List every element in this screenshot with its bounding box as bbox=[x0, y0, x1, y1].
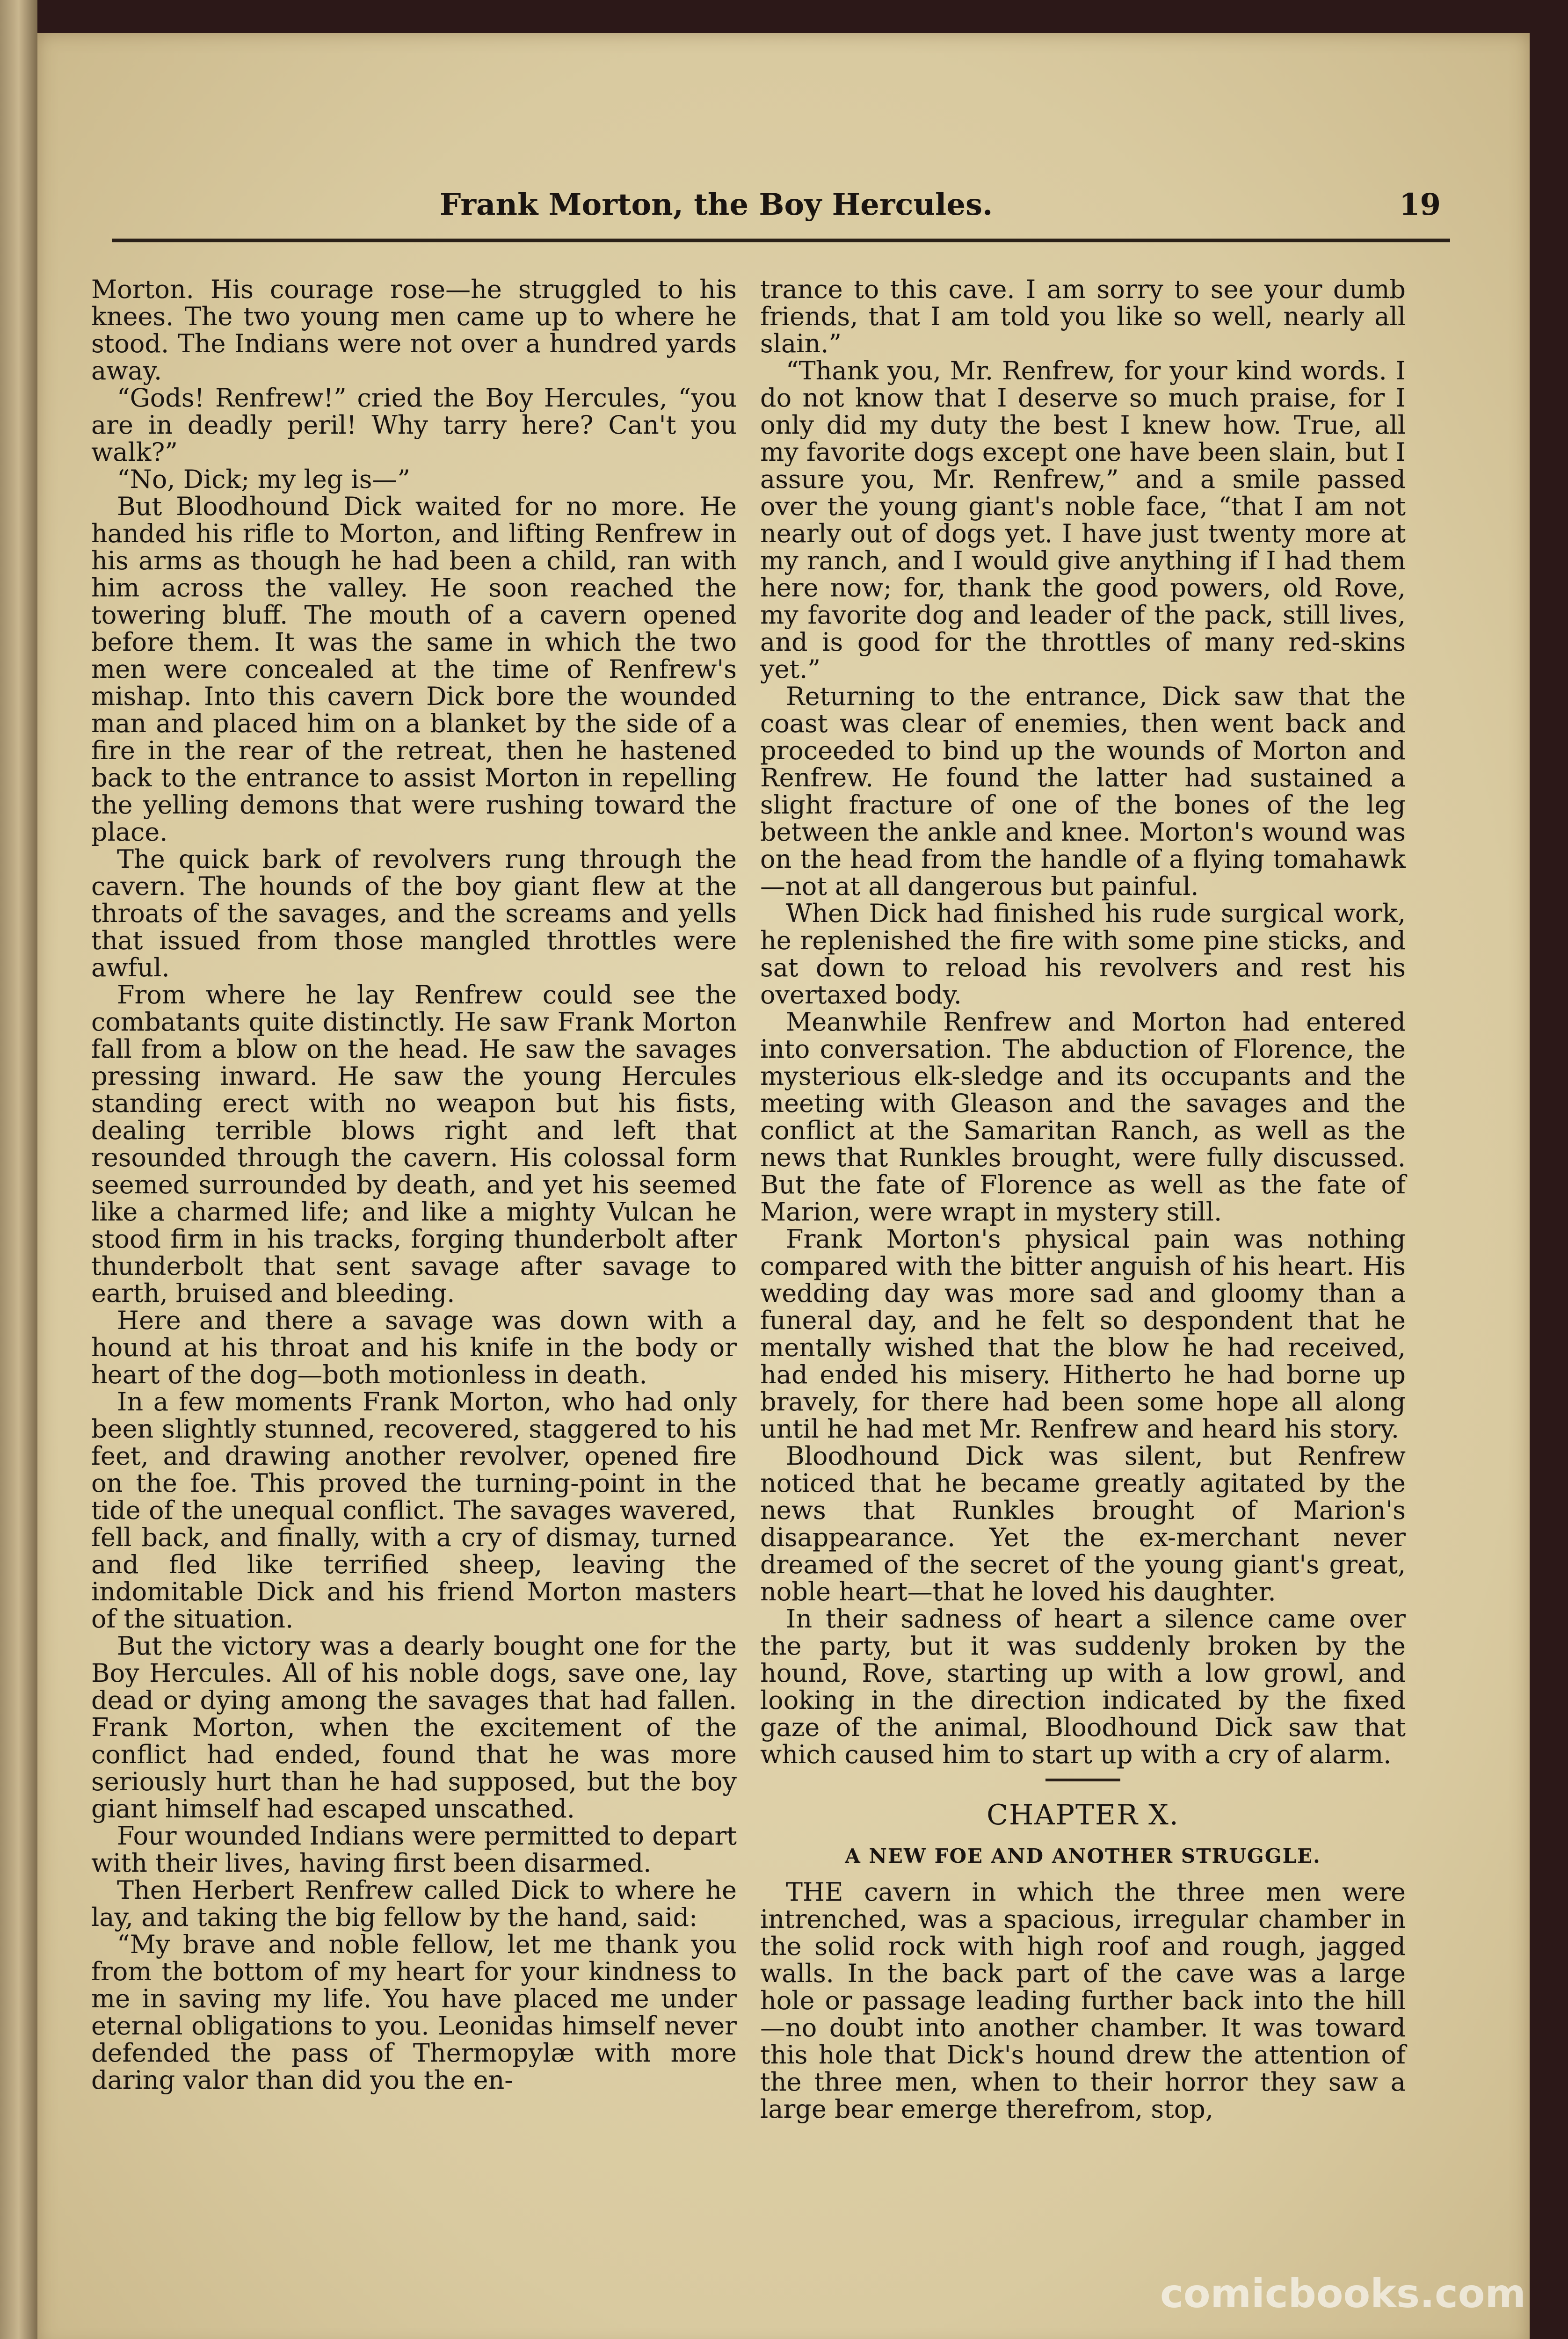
site-watermark: comicbooks.com bbox=[1160, 2271, 1526, 2317]
paragraph: Frank Morton's physical pain was nothing compared with the bitter anguish of his heart. His wedding day was more sad and gloomy than a funeral day, and he felt so despondent that he mentally wished that the blow he had received, had ended his misery. Hitherto he had borne up bravely, for there had been some hope all along until he had met Mr. Renfrew and heard his story. bbox=[760, 1224, 1406, 1444]
paragraph: Morton. His courage rose—he struggled to his knees. The two young men came up to where he stood. The Indians were not over a hundred yards away. bbox=[91, 275, 737, 385]
paragraph: But the victory was a dearly bought one for the Boy Hercules. All of his noble dogs, save one, lay dead or dying among the savages that had fallen. Frank Morton, when the excitement of the conflict had ended, found that he was more seriously hurt than he had supposed, but the boy giant himself had escaped unscathed. bbox=[91, 1631, 737, 1823]
magazine-page bbox=[37, 33, 1530, 2339]
page-number: 19 bbox=[1399, 187, 1441, 222]
paragraph: In their sadness of heart a silence came over the party, but it was suddenly broken by the hound, Rove, starting up with a low growl, and looking in the direction indicated by the fixed gaze of the animal, Bloodhound Dick saw that which caused him to start up with a cry of alarm. bbox=[760, 1604, 1406, 1769]
paragraph: In a few moments Frank Morton, who had only been slightly stunned, recovered, staggered to his feet, and drawing another revolver, opened fire on the foe. This proved the turning-point in the tide of the unequal conflict. The savages wavered, fell back, and finally, with a cry of dismay, turned and fled like terrified sheep, leaving the indomitable Dick and his friend Morton masters of the situation. bbox=[91, 1387, 737, 1634]
paragraph: Returning to the entrance, Dick saw that the coast was clear of enemies, then went back and proceeded to bind up the wounds of Morton and Renfrew. He found the latter had sustained a slight fracture of one of the bones of the leg between the ankle and knee. Morton's wound was on the head from the handle of a flying tomahawk—not at all dangerous but painful. bbox=[760, 682, 1406, 901]
paragraph: “Thank you, Mr. Renfrew, for your kind words. I do not know that I deserve so much praise, for I only did my duty the best I knew how. True, all my favorite dogs except one have been slain, but I assure you, Mr. Renfrew,” and a smile passed over the young giant's noble face, “that I am not nearly out of dogs yet. I have just twenty more at my ranch, and I would give anything if I had them here now; for, thank the good powers, old Rove, my favorite dog and leader of the pack, still lives, and is good for the throttles of many red-skins yet.” bbox=[760, 356, 1406, 684]
chapter-opening-paragraph: THE cavern in which the three men were intrenched, was a spacious, irregular chamber in the solid rock with high roof and rough, jagged walls. In the back part of the cave was a large hole or passage leading further back into the hill—no doubt into another chamber. It was toward this hole that Dick's hound drew the attention of the three men, when to their horror they saw a large bear emerge therefrom, stop, bbox=[760, 1877, 1406, 2124]
paragraph: “No, Dick; my leg is—” bbox=[117, 465, 411, 494]
running-title: Frank Morton, the Boy Hercules. bbox=[440, 187, 993, 222]
paragraph: trance to this cave. I am sorry to see your dumb friends, that I am told you like so well, nearly all slain.” bbox=[760, 275, 1406, 358]
paragraph: “My brave and noble fellow, let me thank you from the bottom of my heart for your kindness to me in saving my life. You have placed me under eternal obligations to you. Leonidas himself never defended the pass of Thermopylæ with more daring valor than did you the en- bbox=[91, 1930, 737, 2095]
page-header bbox=[112, 187, 1450, 242]
paragraph: When Dick had finished his rude surgical work, he replenished the fire with some pine sticks, and sat down to reload his revolvers and rest his overtaxed body. bbox=[760, 899, 1406, 1010]
section-divider bbox=[1045, 1779, 1120, 1781]
paragraph: The quick bark of revolvers rung through the cavern. The hounds of the boy giant flew at the throats of the savages, and the screams and yells that issued from those mangled throttles were awful. bbox=[91, 844, 737, 982]
chapter-subtitle: A NEW FOE AND ANOTHER STRUGGLE. bbox=[845, 1845, 1321, 1867]
binding-spine bbox=[0, 0, 37, 2339]
chapter-heading: CHAPTER X. bbox=[987, 1799, 1179, 1831]
paragraph: But Bloodhound Dick waited for no more. He handed his rifle to Morton, and lifting Renfrew in his arms as though he had been a child, ran with him across the valley. He soon reached the towering bluff. The mouth of a cavern opened before them. It was the same in which the two men were concealed at the time of Renfrew's mishap. Into this cavern Dick bore the wounded man and placed him on a blanket by the side of a fire in the rear of the retreat, then he hastened back to the entrance to assist Morton in repelling the yelling demons that were rushing toward the place. bbox=[91, 492, 737, 847]
paragraph: Here and there a savage was down with a hound at his throat and his knife in the body or heart of the dog—both motionless in death. bbox=[91, 1306, 737, 1389]
paragraph: Then Herbert Renfrew called Dick to where he lay, and taking the big fellow by the hand, said: bbox=[91, 1875, 737, 1932]
paragraph: Meanwhile Renfrew and Morton had entered into conversation. The abduction of Florence, the mysterious elk-sledge and its occupants and the meeting with Gleason and the savages and the conflict at the Samaritan Ranch, as well as the news that Runkles brought, were fully discussed. But the fate of Florence as well as the fate of Marion, were wrapt in mystery still. bbox=[760, 1007, 1406, 1227]
paragraph: Bloodhound Dick was silent, but Renfrew noticed that he became greatly agitated by the news that Runkles brought of Marion's disappearance. Yet the ex-merchant never dreamed of the secret of the young giant's great, noble heart—that he loved his daughter. bbox=[760, 1441, 1406, 1606]
left-column bbox=[91, 276, 737, 2094]
right-column bbox=[760, 276, 1406, 2123]
paragraph: “Gods! Renfrew!” cried the Boy Hercules, “you are in deadly peril! Why tarry here? Can't you walk?” bbox=[91, 383, 737, 467]
paragraph: From where he lay Renfrew could see the combatants quite distinctly. He saw Frank Morton fall from a blow on the head. He saw the savages pressing inward. He saw the young Hercules standing erect with no weapon but his fists, dealing terrible blows right and left that resounded through the cavern. His colossal form seemed surrounded by death, and yet his seemed like a charmed life; and like a mighty Vulcan he stood firm in his tracks, forging thunderbolt after thunderbolt that sent savage after savage to earth, bruised and bleeding. bbox=[91, 980, 737, 1308]
paragraph: Four wounded Indians were permitted to depart with their lives, having first been disarmed. bbox=[91, 1821, 737, 1878]
